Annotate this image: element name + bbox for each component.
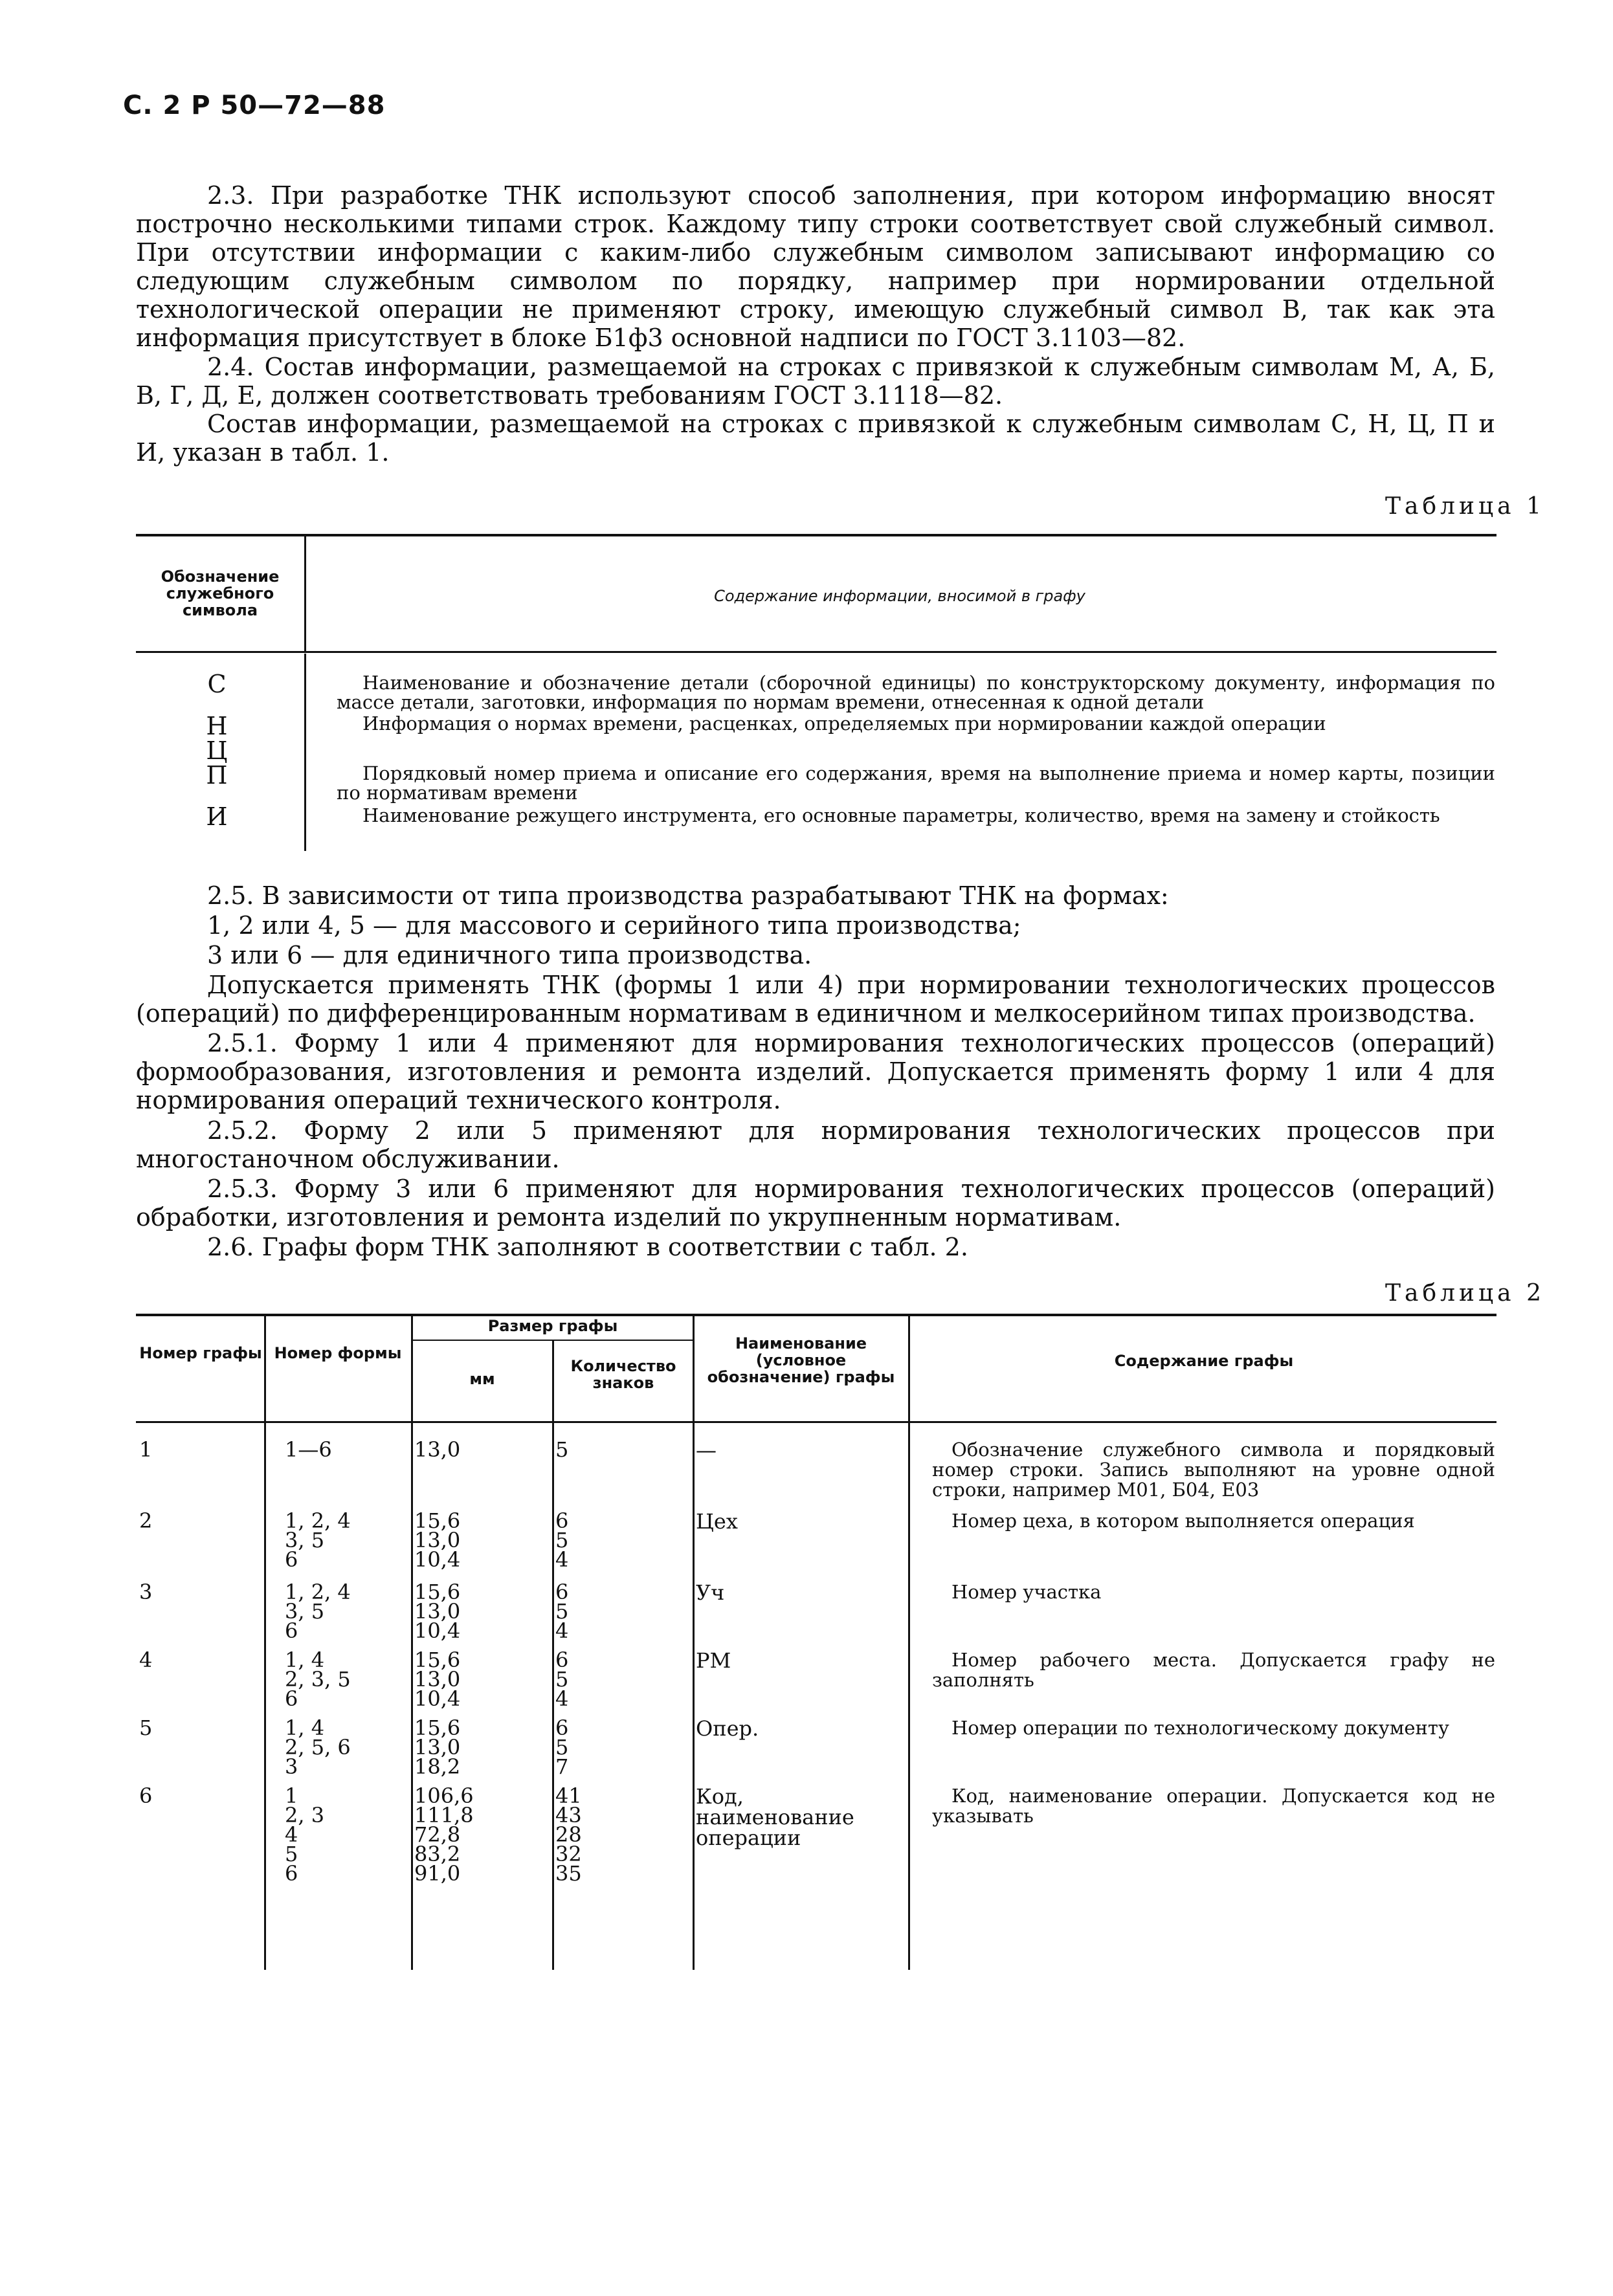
table2-char-count: 4 bbox=[555, 1686, 569, 1711]
table2-graph-number: 2 bbox=[139, 1508, 153, 1533]
table1-caption: Таблица 1 bbox=[1385, 493, 1545, 520]
table2-header-content: Содержание графы bbox=[1114, 1352, 1294, 1370]
table1-row-p: Порядковый номер приема и описание его содержания, время на выполнение приема и номер карты, позиции по нормативам времени bbox=[337, 762, 1495, 804]
table2-size-mm: 15,6 bbox=[414, 1580, 461, 1604]
table2-graph-content: Номер рабочего места. Допускается графу не заполнять bbox=[932, 1649, 1495, 1691]
paragraph-2-5-3: 2.5.3. Форму 3 или 6 применяют для нормирования технологических процессов (операций) обработки, изготовления и ремонта изделий по укрупненным нормативам. bbox=[136, 1175, 1495, 1231]
table1-body-divider bbox=[304, 654, 306, 851]
table2-graph-content: Номер операции по технологическому документу bbox=[951, 1717, 1449, 1739]
table2-form-number: 1, 4 bbox=[285, 1648, 325, 1672]
table2-top-rule bbox=[136, 1314, 1496, 1316]
table1-header-rule bbox=[136, 651, 1496, 653]
table2-size-mm: 83,2 bbox=[414, 1842, 461, 1866]
page-header: С. 2 Р 50—72—88 bbox=[123, 91, 386, 120]
table1-symbol-n: Н bbox=[206, 712, 228, 740]
table2-size-mm: 10,4 bbox=[414, 1686, 461, 1711]
table2-form-number: 6 bbox=[285, 1686, 298, 1711]
paragraph-2-5: 2.5. В зависимости от типа производства разрабатывают ТНК на формах: bbox=[207, 881, 1169, 910]
table2-graph-name: — bbox=[696, 1438, 717, 1463]
table2-size-mm: 13,0 bbox=[414, 1667, 461, 1692]
table2-size-mm: 13,0 bbox=[414, 1735, 461, 1760]
table2-graph-name: Цех bbox=[696, 1509, 738, 1534]
paragraph-table1-intro: Состав информации, размещаемой на строках с привязкой к служебным символам С, Н, Ц, П и И, указан в табл. 1. bbox=[136, 410, 1495, 467]
paragraph-allowed: Допускается применять ТНК (формы 1 или 4) при нормировании технологических процессов (операций) по дифференцированным нормативам в единичном и мелкосерийном типах производства. bbox=[136, 971, 1495, 1028]
table2-graph-content: Номер участка bbox=[951, 1581, 1102, 1603]
table2-size-mm: 111,8 bbox=[414, 1803, 474, 1827]
table2-size-mm: 15,6 bbox=[414, 1716, 461, 1740]
table2-header-graph-no: Номер графы bbox=[139, 1344, 262, 1362]
paragraph-2-6: 2.6. Графы форм ТНК заполняют в соответствии с табл. 2. bbox=[207, 1233, 968, 1261]
table2-graph-number: 1 bbox=[139, 1437, 153, 1462]
table2-graph-number: 5 bbox=[139, 1716, 153, 1740]
table2-divider-3 bbox=[552, 1341, 554, 1970]
table2-form-number: 1 bbox=[285, 1783, 298, 1808]
table2-char-count: 5 bbox=[555, 1667, 569, 1692]
table2-form-number: 3, 5 bbox=[285, 1528, 325, 1552]
table2-form-number: 1, 2, 4 bbox=[285, 1580, 351, 1604]
table1-row-i: Наименование режущего инструмента, его основные параметры, количество, время на замену и стойкость bbox=[362, 804, 1440, 826]
table2-char-count: 4 bbox=[555, 1618, 569, 1643]
table2-size-mm: 10,4 bbox=[414, 1547, 461, 1572]
paragraph-forms-mass: 1, 2 или 4, 5 — для массового и серийного типа производства; bbox=[207, 911, 1021, 940]
table2-form-number: 1—6 bbox=[285, 1437, 332, 1462]
table2-form-number: 5 bbox=[285, 1842, 298, 1866]
table2-char-count: 7 bbox=[555, 1754, 569, 1779]
table2-header-chars: Количество знаков bbox=[570, 1357, 676, 1392]
table2-char-count: 32 bbox=[555, 1842, 582, 1866]
table2-size-mm: 106,6 bbox=[414, 1783, 474, 1808]
table1-symbol-p: П bbox=[206, 761, 228, 789]
table2-char-count: 6 bbox=[555, 1580, 569, 1604]
table2-graph-name: Код, наименование операции bbox=[696, 1784, 854, 1850]
table2-graph-number: 3 bbox=[139, 1580, 153, 1604]
table2-size-subrule bbox=[413, 1340, 693, 1341]
table2-divider-5 bbox=[908, 1316, 910, 1970]
table2-char-count: 4 bbox=[555, 1547, 569, 1572]
table2-graph-name: Уч bbox=[696, 1580, 725, 1605]
table2-char-count: 6 bbox=[555, 1648, 569, 1672]
table2-form-number: 1, 4 bbox=[285, 1716, 325, 1740]
table2-header-rule bbox=[136, 1421, 1496, 1423]
table2-graph-content: Обозначение служебного символа и порядковый номер строки. Запись выполняют на уровне одной строки, например М01, Б04, Е03 bbox=[932, 1439, 1495, 1501]
table2-graph-number: 6 bbox=[139, 1783, 153, 1808]
paragraph-2-5-2: 2.5.2. Форму 2 или 5 применяют для нормирования технологических процессов при многостаночном обслуживании. bbox=[136, 1116, 1495, 1173]
table2-form-number: 4 bbox=[285, 1822, 298, 1847]
paragraph-2-3: 2.3. При разработке ТНК используют способ заполнения, при котором информацию вносят построчно несколькими типами строк. Каждому типу строки соответствует свой служебный символ. При отсутствии информации с каким-либо служебным символом записывают информацию со следующим служебным символом по порядку, например при нормировании отдельной технологической операции не применяют строку, имеющую служебный символ В, так как эта информация присутствует в блоке Б1ф3 основной надписи по ГОСТ 3.1103—82. bbox=[136, 181, 1495, 352]
table2-graph-content: Номер цеха, в котором выполняется операция bbox=[951, 1510, 1415, 1532]
table1-symbol-ts: Ц bbox=[206, 736, 228, 765]
paragraph-2-5-1: 2.5.1. Форму 1 или 4 применяют для нормирования технологических процессов (операций) формообразования, изготовления и ремонта изделий. Допускается применять форму 1 или 4 для нормирования операций технического контроля. bbox=[136, 1029, 1495, 1114]
table2-caption: Таблица 2 bbox=[1385, 1280, 1545, 1307]
table2-char-count: 6 bbox=[555, 1716, 569, 1740]
table1-col1-header: Обозначение служебного символа bbox=[161, 568, 280, 619]
table2-form-number: 6 bbox=[285, 1861, 298, 1886]
table1-col2-header: Содержание информации, вносимой в графу bbox=[714, 587, 1085, 605]
table2-divider-4 bbox=[693, 1316, 695, 1970]
table2-form-number: 6 bbox=[285, 1618, 298, 1643]
table2-size-mm: 13,0 bbox=[414, 1528, 461, 1552]
table2-graph-name: РМ bbox=[696, 1648, 731, 1673]
table2-form-number: 1, 2, 4 bbox=[285, 1508, 351, 1533]
table2-char-count: 35 bbox=[555, 1861, 582, 1886]
table2-size-mm: 10,4 bbox=[414, 1618, 461, 1643]
table2-char-count: 41 bbox=[555, 1783, 582, 1808]
table1-symbol-c: С bbox=[207, 670, 227, 698]
table2-char-count: 5 bbox=[555, 1528, 569, 1552]
table1-header-divider bbox=[304, 536, 306, 653]
table1-top-rule bbox=[136, 534, 1496, 536]
table2-header-name: Наименование (условное обозначение) графы bbox=[707, 1334, 895, 1386]
table2-form-number: 2, 3, 5 bbox=[285, 1667, 351, 1692]
paragraph-2-4: 2.4. Состав информации, размещаемой на строках с привязкой к служебным символам М, А, Б, В, Г, Д, Е, должен соответствовать требованиям ГОСТ 3.1118—82. bbox=[136, 353, 1495, 410]
table1-row-c: Наименование и обозначение детали (сборочной единицы) по конструкторскому документу, информация по массе детали, заготовки, информация по нормам времени, отнесенная к одной детали bbox=[337, 672, 1495, 713]
table2-graph-content: Код, наименование операции. Допускается код не указывать bbox=[932, 1785, 1495, 1827]
table2-char-count: 5 bbox=[555, 1599, 569, 1624]
table2-char-count: 43 bbox=[555, 1803, 582, 1827]
paragraph-forms-single: 3 или 6 — для единичного типа производства. bbox=[207, 941, 812, 969]
table2-form-number: 2, 5, 6 bbox=[285, 1735, 351, 1760]
table2-form-number: 3 bbox=[285, 1754, 298, 1779]
table2-size-mm: 91,0 bbox=[414, 1861, 461, 1886]
table2-divider-1 bbox=[264, 1316, 266, 1970]
table2-char-count: 6 bbox=[555, 1508, 569, 1533]
table2-char-count: 5 bbox=[555, 1735, 569, 1760]
table2-form-number: 3, 5 bbox=[285, 1599, 325, 1624]
table2-size-mm: 13,0 bbox=[414, 1437, 461, 1462]
table2-form-number: 6 bbox=[285, 1547, 298, 1572]
table2-char-count: 28 bbox=[555, 1822, 582, 1847]
table2-char-count: 5 bbox=[555, 1437, 569, 1462]
table1-symbol-i: И bbox=[206, 802, 228, 831]
table2-graph-number: 4 bbox=[139, 1648, 153, 1672]
table2-form-number: 2, 3 bbox=[285, 1803, 325, 1827]
table2-size-mm: 13,0 bbox=[414, 1599, 461, 1624]
table2-size-mm: 72,8 bbox=[414, 1822, 461, 1847]
table2-size-mm: 15,6 bbox=[414, 1508, 461, 1533]
table2-size-mm: 18,2 bbox=[414, 1754, 461, 1779]
table2-header-size: Размер графы bbox=[487, 1317, 618, 1335]
table2-size-mm: 15,6 bbox=[414, 1648, 461, 1672]
table2-header-mm: мм bbox=[469, 1370, 495, 1388]
table1-row-n-ts: Информация о нормах времени, расценках, определяемых при нормировании каждой операции bbox=[362, 712, 1326, 734]
table2-header-form-no: Номер формы bbox=[274, 1344, 402, 1362]
table2-graph-name: Опер. bbox=[696, 1716, 759, 1741]
table2-divider-2 bbox=[411, 1316, 413, 1970]
